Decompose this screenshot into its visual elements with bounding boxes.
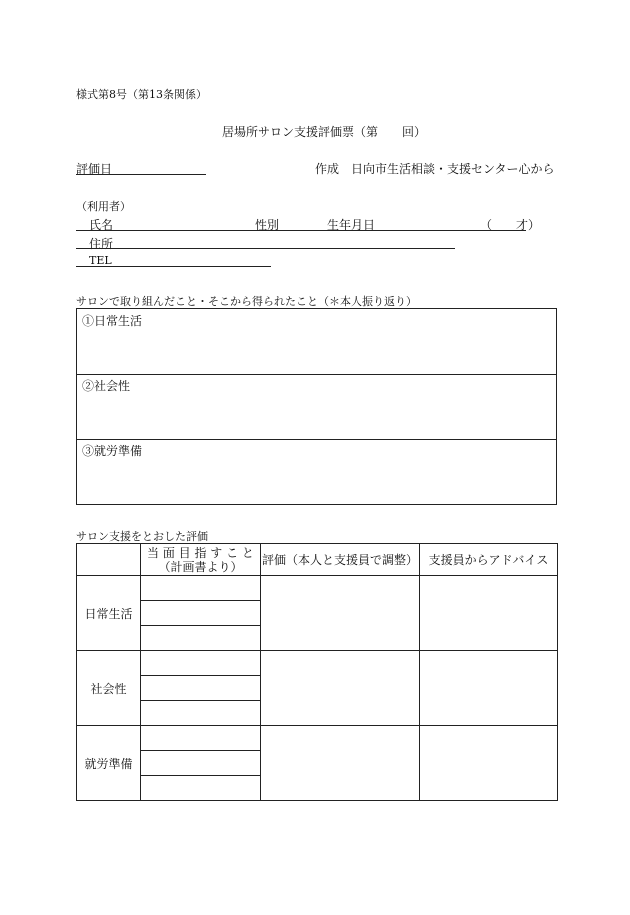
evaluation-cell[interactable] xyxy=(261,651,420,726)
goal-cell[interactable] xyxy=(141,726,261,751)
evaluation-cell[interactable] xyxy=(261,726,420,801)
tel-label: TEL xyxy=(89,254,112,267)
advice-cell[interactable] xyxy=(420,576,558,651)
birthdate-label: 生年月日 xyxy=(327,218,376,232)
category-daily-life: 日常生活 xyxy=(77,576,141,651)
evaluation-table xyxy=(76,543,558,801)
address-line[interactable] xyxy=(76,248,455,249)
evaluation-date-label: 評価日 xyxy=(76,162,113,176)
category-work-prep: 就労準備 xyxy=(77,726,141,801)
header-goal-line1: 当 面 目 指 す こ と xyxy=(147,545,254,560)
name-line[interactable] xyxy=(76,230,526,231)
evaluation-cell[interactable] xyxy=(261,576,420,651)
user-section-heading: （利用者） xyxy=(76,200,131,213)
header-goal-line2: （計画書より） xyxy=(158,559,243,574)
author-label: 作成 日向市生活相談・支援センター心から xyxy=(315,162,555,176)
goal-cell[interactable] xyxy=(141,576,261,601)
form-title: 居場所サロン支援評価票（第 回） xyxy=(222,125,427,139)
reflection-item-daily-life: ①日常生活 xyxy=(82,314,143,328)
table-row xyxy=(77,726,558,751)
table-row xyxy=(77,651,558,676)
advice-cell[interactable] xyxy=(420,651,558,726)
address-label: 住所 xyxy=(89,237,114,251)
category-sociality: 社会性 xyxy=(77,651,141,726)
goal-cell[interactable] xyxy=(141,776,261,801)
header-evaluation: 評価（本人と支援員で調整） xyxy=(261,544,420,576)
tel-line[interactable] xyxy=(76,266,271,267)
reflection-box xyxy=(76,308,557,505)
goal-cell[interactable] xyxy=(141,701,261,726)
evaluation-heading: サロン支援をとおした評価 xyxy=(76,530,208,543)
advice-cell[interactable] xyxy=(420,726,558,801)
header-blank-cell xyxy=(77,544,141,576)
header-goal xyxy=(141,544,261,576)
name-label: 氏名 xyxy=(89,218,114,232)
goal-cell[interactable] xyxy=(141,751,261,776)
evaluation-date-line[interactable] xyxy=(76,174,206,175)
goal-cell[interactable] xyxy=(141,676,261,701)
header-advice: 支援員からアドバイス xyxy=(420,544,558,576)
table-header-row xyxy=(77,544,558,576)
reflection-heading: サロンで取り組んだこと・そこから得られたこと（＊本人振り返り） xyxy=(76,295,417,308)
goal-cell[interactable] xyxy=(141,626,261,651)
form-number: 様式第8号（第13条関係） xyxy=(76,88,207,101)
age-label: （ 才） xyxy=(480,218,541,232)
reflection-divider xyxy=(77,439,556,440)
reflection-divider xyxy=(77,374,556,375)
goal-cell[interactable] xyxy=(141,601,261,626)
reflection-item-work-prep: ③就労準備 xyxy=(82,444,143,458)
reflection-item-sociality: ②社会性 xyxy=(82,379,131,393)
table-row xyxy=(77,576,558,601)
goal-cell[interactable] xyxy=(141,651,261,676)
gender-label: 性別 xyxy=(255,218,280,232)
